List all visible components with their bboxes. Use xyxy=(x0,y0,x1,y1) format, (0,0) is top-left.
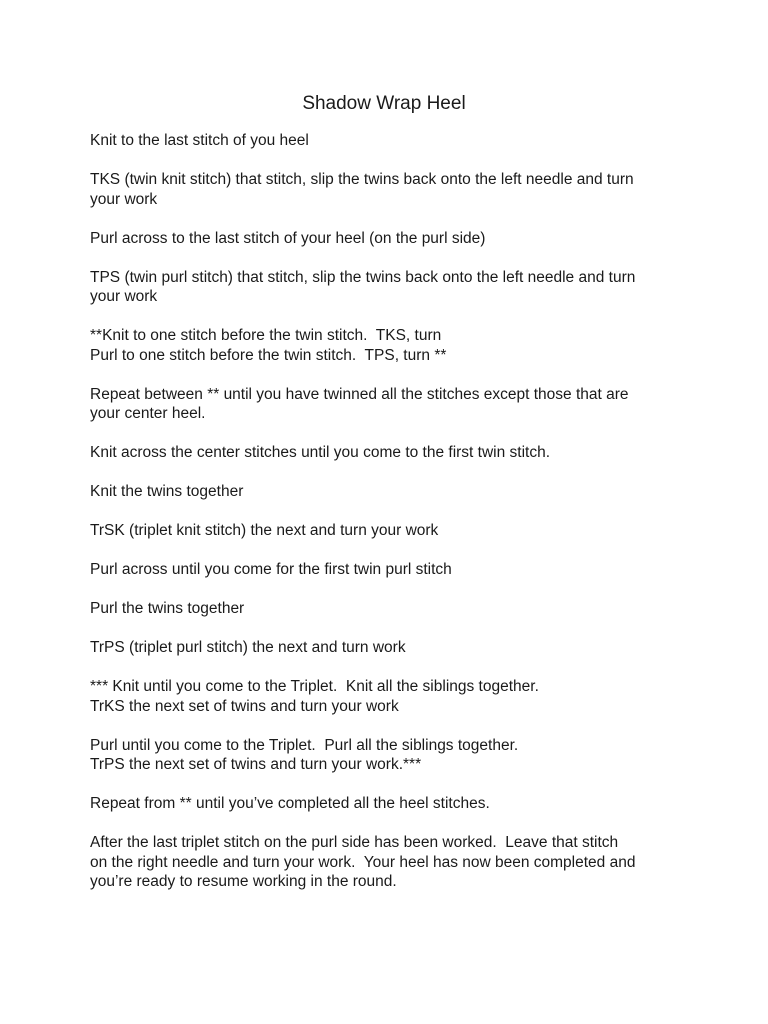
instruction-paragraph xyxy=(90,482,690,502)
instruction-paragraph xyxy=(90,560,690,580)
instruction-line: Purl the twins together xyxy=(90,600,245,617)
instruction-line: your work xyxy=(90,288,158,305)
instruction-paragraph xyxy=(90,833,690,892)
instruction-paragraph xyxy=(90,443,690,463)
instruction-paragraph xyxy=(90,131,690,151)
instruction-line: *** Knit until you come to the Triplet. Knit all the siblings together. xyxy=(90,678,539,695)
instruction-line: you’re ready to resume working in the round. xyxy=(90,873,397,890)
instruction-line: on the right needle and turn your work. Your heel has now been completed and xyxy=(90,853,636,871)
instruction-line: TrPS (triplet purl stitch) the next and turn work xyxy=(90,639,406,656)
instruction-paragraph xyxy=(90,599,690,619)
instruction-line: After the last triplet stitch on the purl side has been worked. Leave that stitch xyxy=(90,834,619,851)
instruction-line: Knit to the last stitch of you heel xyxy=(90,132,309,149)
instruction-line: Purl across until you come for the first twin purl stitch xyxy=(90,561,452,578)
instruction-line: TrKS the next set of twins and turn your work xyxy=(90,697,399,715)
instruction-line: Knit across the center stitches until you come to the first twin stitch. xyxy=(90,444,551,461)
document-body xyxy=(90,131,690,911)
instruction-line: Purl until you come to the Triplet. Purl all the siblings together. xyxy=(90,736,519,754)
instruction-paragraph xyxy=(90,677,690,716)
instruction-paragraph xyxy=(90,736,690,775)
instruction-paragraph xyxy=(90,385,690,424)
instruction-paragraph xyxy=(90,521,690,541)
instruction-line: Purl across to the last stitch of your heel (on the purl side) xyxy=(90,229,486,247)
instruction-paragraph xyxy=(90,638,690,658)
instruction-line: your center heel. xyxy=(90,405,206,422)
instruction-line: TKS (twin knit stitch) that stitch, slip the twins back onto the left needle and turn xyxy=(90,171,634,188)
instruction-paragraph xyxy=(90,229,690,249)
instruction-line: TrPS the next set of twins and turn your work.*** xyxy=(90,756,422,773)
instruction-paragraph xyxy=(90,170,690,209)
instruction-line: TPS (twin purl stitch) that stitch, slip the twins back onto the left needle and turn xyxy=(90,268,636,286)
instruction-line: Repeat between ** until you have twinned all the stitches except those that are xyxy=(90,385,629,403)
instruction-paragraph xyxy=(90,268,690,307)
instruction-paragraph xyxy=(90,794,690,814)
instruction-line: Purl to one stitch before the twin stitch. TPS, turn ** xyxy=(90,346,447,364)
instruction-line: TrSK (triplet knit stitch) the next and turn your work xyxy=(90,522,439,539)
instruction-line: **Knit to one stitch before the twin stitch. TKS, turn xyxy=(90,327,442,344)
instruction-line: Repeat from ** until you’ve completed all the heel stitches. xyxy=(90,795,490,812)
instruction-line: Knit the twins together xyxy=(90,483,244,500)
instruction-line: your work xyxy=(90,190,158,208)
instruction-paragraph xyxy=(90,326,690,365)
document-title: Shadow Wrap Heel xyxy=(302,93,466,114)
